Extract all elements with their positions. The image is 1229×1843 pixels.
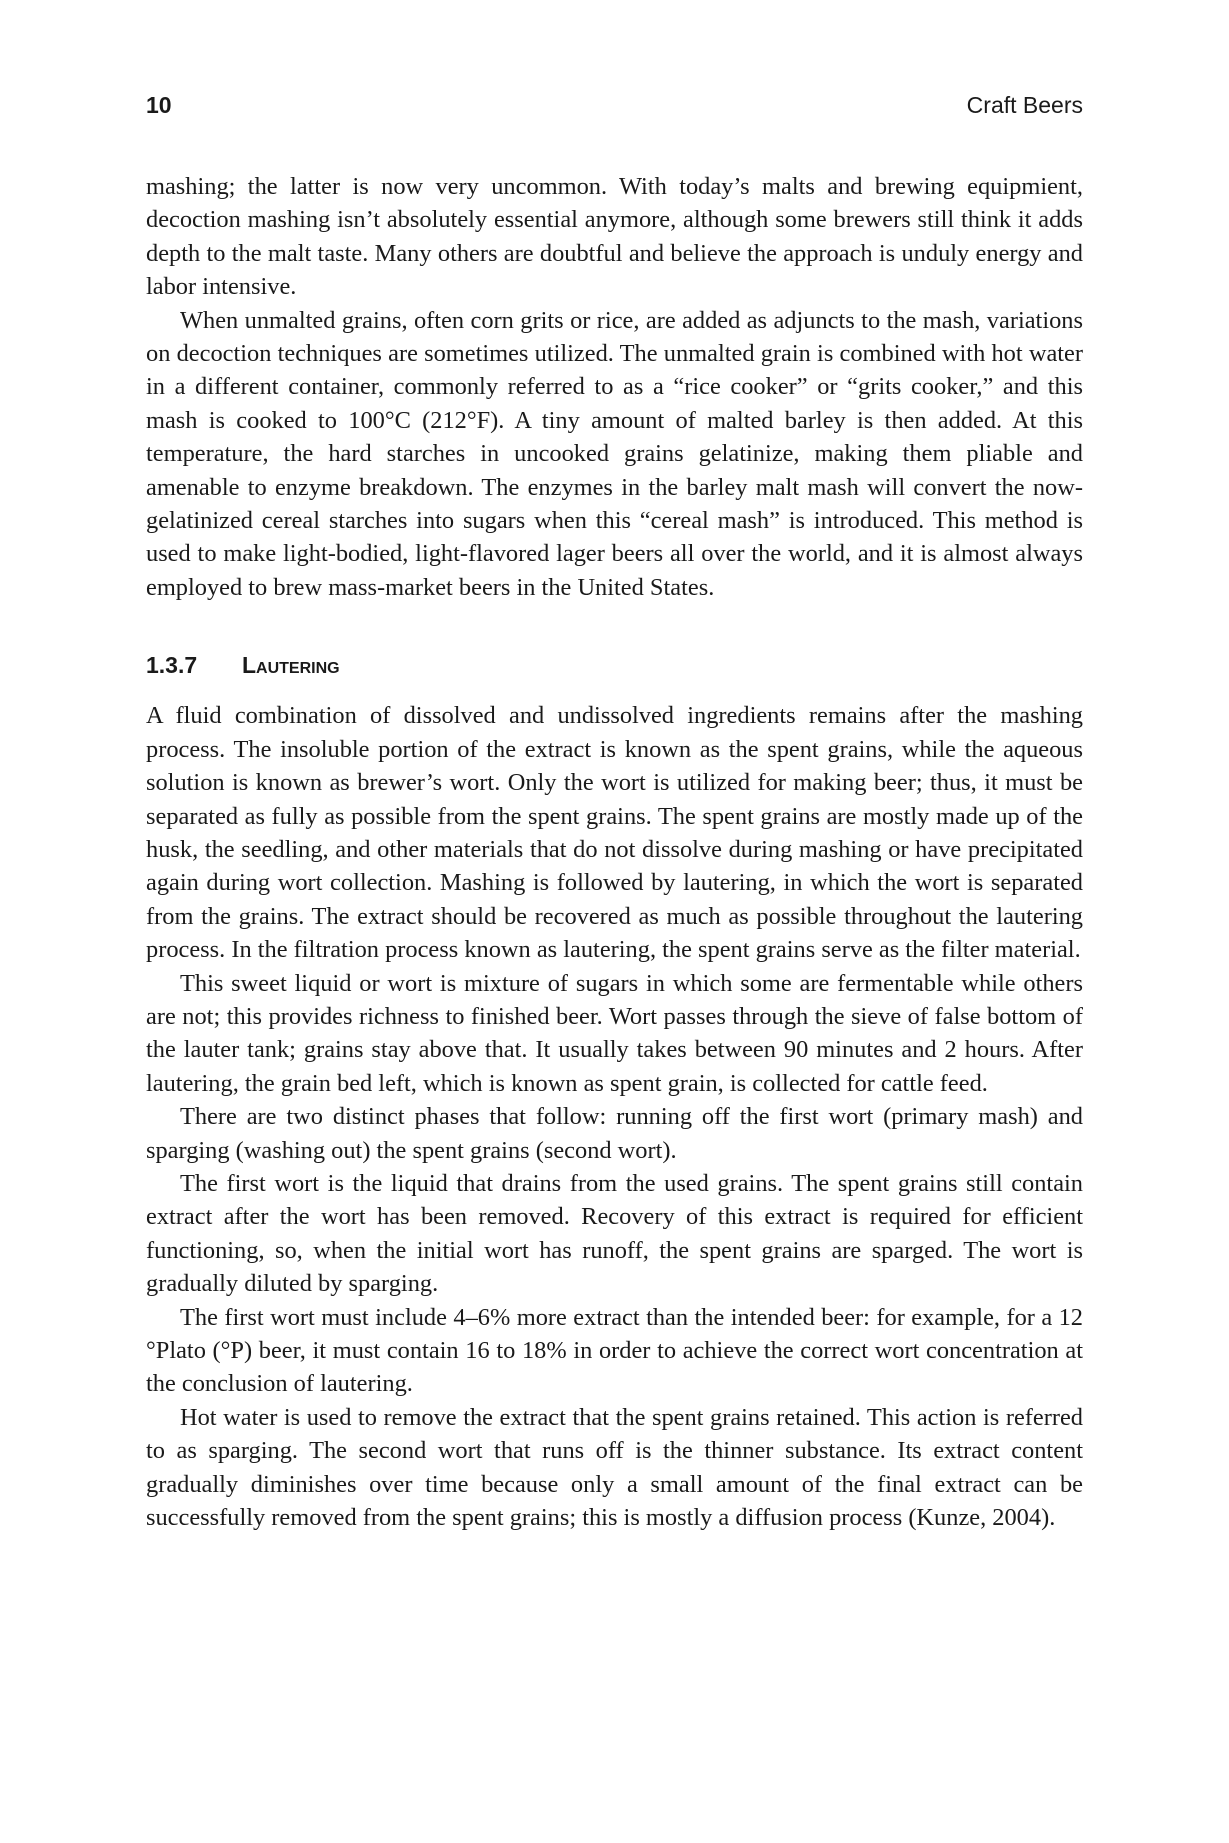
paragraph-two-phases: There are two distinct phases that follow: running off the first wort (primary mash) and sparging (washing out) the spent grains (second wort). — [146, 1103, 1083, 1164]
section-title: Lautering — [242, 652, 340, 679]
book-page — [146, 0, 1083, 1843]
paragraph-continued: mashing; the latter is now very uncommon. With today’s malts and brewing equipmient, decoction mashing isn’t absolutely essential anymore, although some brewers still think it adds depth to the malt taste. Many others are doubtful and believe the approach is unduly energy and labor intensive. — [146, 173, 1083, 301]
paragraph-sparging: Hot water is used to remove the extract that the spent grains retained. This action is referred to as sparging. The second wort that runs off is the thinner substance. Its extract content gradually diminishes over time because only a small amount of the final extract can be successfully removed from the spent grains; this is mostly a diffusion process (Kunze, 2004). — [146, 1403, 1083, 1532]
section-heading — [146, 650, 1083, 680]
paragraph-extract-content: The first wort must include 4–6% more extract than the intended beer: for example, for a 12 °Plato (°P) beer, it must contain 16 to 18% in order to achieve the correct wort concentration at the conclusion of lautering. — [146, 1303, 1083, 1398]
running-header — [146, 92, 1083, 122]
paragraph-adjunct-mashing: When unmalted grains, often corn grits or rice, are added as adjuncts to the mash, variations on decoction techniques are sometimes utilized. The unmalted grain is combined with hot water in a different container, commonly referred to as a “rice cooker” or “grits cooker,” and this mash is cooked to 100°C (212°F). A tiny amount of malted barley is then added. At this temperature, the hard starches in uncooked grains gelatinize, making them pliable and amenable to enzyme breakdown. The enzymes in the barley malt mash will convert the now-gelatinized cereal starches into sugars when this “cereal mash” is introduced. This method is used to make light-bodied, light-flavored lager beers all over the world, and it is almost always employed to brew mass-market beers in the United States. — [146, 306, 1083, 601]
paragraph-lautering-intro: A fluid combination of dissolved and undissolved ingredients remains after the mashing process. The insoluble portion of the extract is known as the spent grains, while the aqueous solution is known as brewer’s wort. Only the wort is utilized for making beer; thus, it must be separated as fully as possible from the spent grains. The spent grains are mostly made up of the husk, the seedling, and other materials that do not dissolve during mashing or have precipitated again during wort collection. Mashing is followed by lautering, in which the wort is separated from the grains. The extract should be recovered as much as possible throughout the lautering process. In the filtration process known as lautering, the spent grains serve as the filter material. — [146, 702, 1083, 964]
page-number: 10 — [146, 92, 172, 118]
paragraph-sweet-wort: This sweet liquid or wort is mixture of sugars in which some are fermentable while others are not; this provides richness to finished beer. Wort passes through the sieve of false bottom of the lauter tank; grains stay above that. It usually takes between 90 minutes and 2 hours. After lautering, the grain bed left, which is known as spent grain, is collected for cattle feed. — [146, 969, 1083, 1097]
section-number: 1.3.7 — [146, 652, 198, 679]
paragraph-first-wort: The first wort is the liquid that drains from the used grains. The spent grains still contain extract after the wort has been removed. Recovery of this extract is required for efficient functioning, so, when the initial wort has runoff, the spent grains are sparged. The wort is gradually diluted by sparging. — [146, 1169, 1083, 1298]
running-title: Craft Beers — [966, 92, 1083, 118]
body-text — [146, 170, 1083, 1534]
